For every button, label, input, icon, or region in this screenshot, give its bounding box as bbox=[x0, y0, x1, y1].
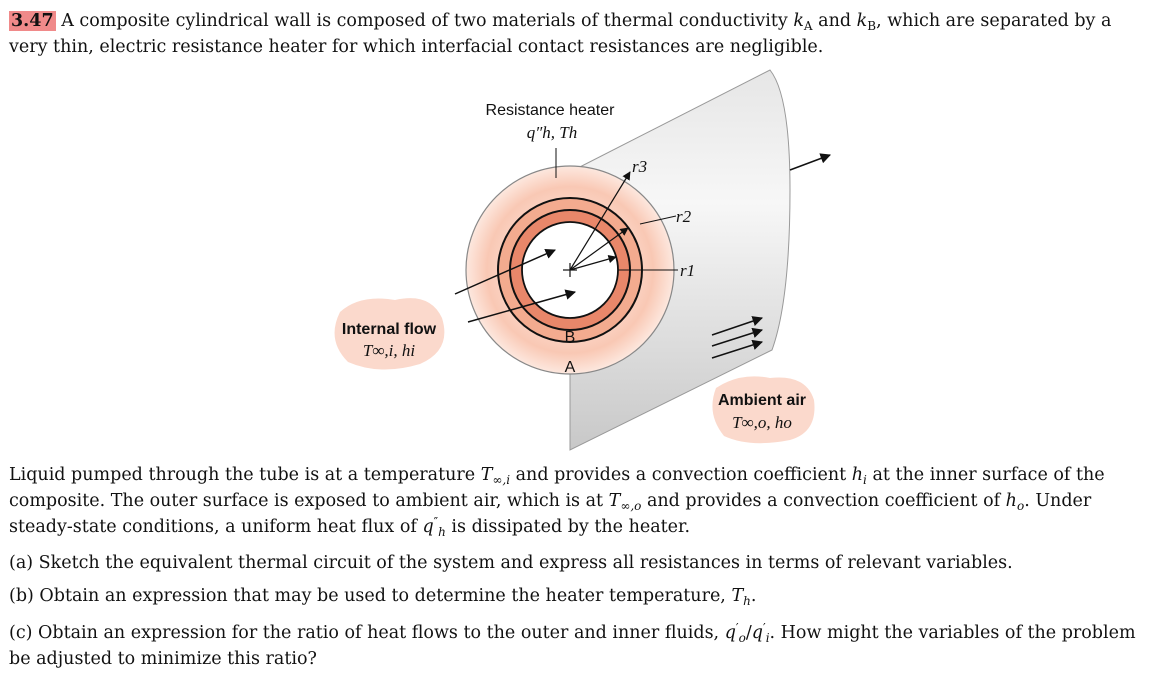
prime: ′ bbox=[762, 621, 766, 635]
sub-o: o bbox=[1016, 499, 1025, 513]
sub-inf-i: ∞,i bbox=[492, 473, 511, 487]
q-symbol: q bbox=[724, 623, 736, 643]
q-symbol: q bbox=[422, 517, 434, 537]
double-prime: ″ bbox=[433, 515, 439, 529]
t-symbol: T bbox=[608, 491, 621, 511]
r1-label: r1 bbox=[680, 261, 696, 280]
k-symbol: k bbox=[856, 11, 868, 31]
ambient-air-vars: T∞,o, ho bbox=[732, 413, 792, 432]
part-c bbox=[9, 620, 1152, 672]
text: . bbox=[750, 586, 757, 606]
text: and provides a convection coefficient of bbox=[641, 491, 1006, 511]
part-a: (a) Sketch the equivalent thermal circuit of the system and express all resistances in terms of relevant variables. bbox=[9, 553, 1013, 573]
description-paragraph bbox=[9, 462, 1152, 540]
t-symbol: T bbox=[731, 586, 744, 606]
intro-text: A composite cylindrical wall is composed of two materials of thermal conductivity bbox=[61, 11, 794, 31]
heater-label: Resistance heater bbox=[485, 102, 615, 119]
slash: / bbox=[745, 623, 752, 643]
problem-number: 3.47 bbox=[11, 11, 54, 31]
internal-flow-title: Internal flow bbox=[341, 321, 437, 338]
text: . Under steady-state conditions, a uniform heat flux of bbox=[9, 491, 1092, 537]
exit-flow-arrow bbox=[790, 155, 830, 170]
sub-inf-o: ∞,o bbox=[620, 499, 642, 513]
k-symbol: k bbox=[793, 11, 804, 31]
r3-label: r3 bbox=[632, 157, 648, 176]
sub-h: h bbox=[438, 525, 446, 539]
text: (c) Obtain an expression for the ratio of heat flows to the outer and inner fluids, bbox=[9, 623, 725, 643]
r2-label: r2 bbox=[676, 207, 692, 226]
sub-b: B bbox=[867, 19, 877, 33]
intro-text-2: , which are separated by a very thin, electric resistance heater for which interfacial contact resistances are negligible. bbox=[9, 11, 1112, 57]
text: . How might the variables of the problem be adjusted to minimize this ratio? bbox=[9, 623, 1136, 669]
text: at the inner surface of the composite. The outer surface is exposed to ambient air, which is at bbox=[9, 465, 1105, 511]
part-b bbox=[9, 583, 1152, 609]
prime: ′ bbox=[735, 621, 739, 635]
sub-i: i bbox=[863, 473, 867, 487]
text: is dissipated by the heater. bbox=[445, 517, 691, 537]
layer-a-label: A bbox=[564, 359, 576, 376]
heater-vars: q″h, Th bbox=[526, 123, 578, 142]
text: Liquid pumped through the tube is at a temperature bbox=[9, 465, 481, 485]
text: and provides a convection coefficient bbox=[510, 465, 852, 485]
sub-a: A bbox=[803, 19, 813, 33]
sub-o: o bbox=[738, 631, 746, 645]
t-symbol: T bbox=[480, 465, 493, 485]
ambient-air-cloud bbox=[712, 376, 814, 443]
and-text: and bbox=[812, 11, 857, 31]
text: (b) Obtain an expression that may be used to determine the heater temperature, bbox=[9, 586, 732, 606]
sub-h: h bbox=[743, 594, 751, 608]
h-symbol: h bbox=[851, 465, 864, 485]
layer-b-label: B bbox=[564, 329, 576, 346]
h-symbol: h bbox=[1005, 491, 1017, 511]
ambient-air-title: Ambient air bbox=[717, 392, 807, 409]
q-symbol: q bbox=[751, 623, 763, 643]
sub-i: i bbox=[765, 631, 770, 645]
internal-flow-vars: T∞,i, hi bbox=[362, 341, 416, 360]
